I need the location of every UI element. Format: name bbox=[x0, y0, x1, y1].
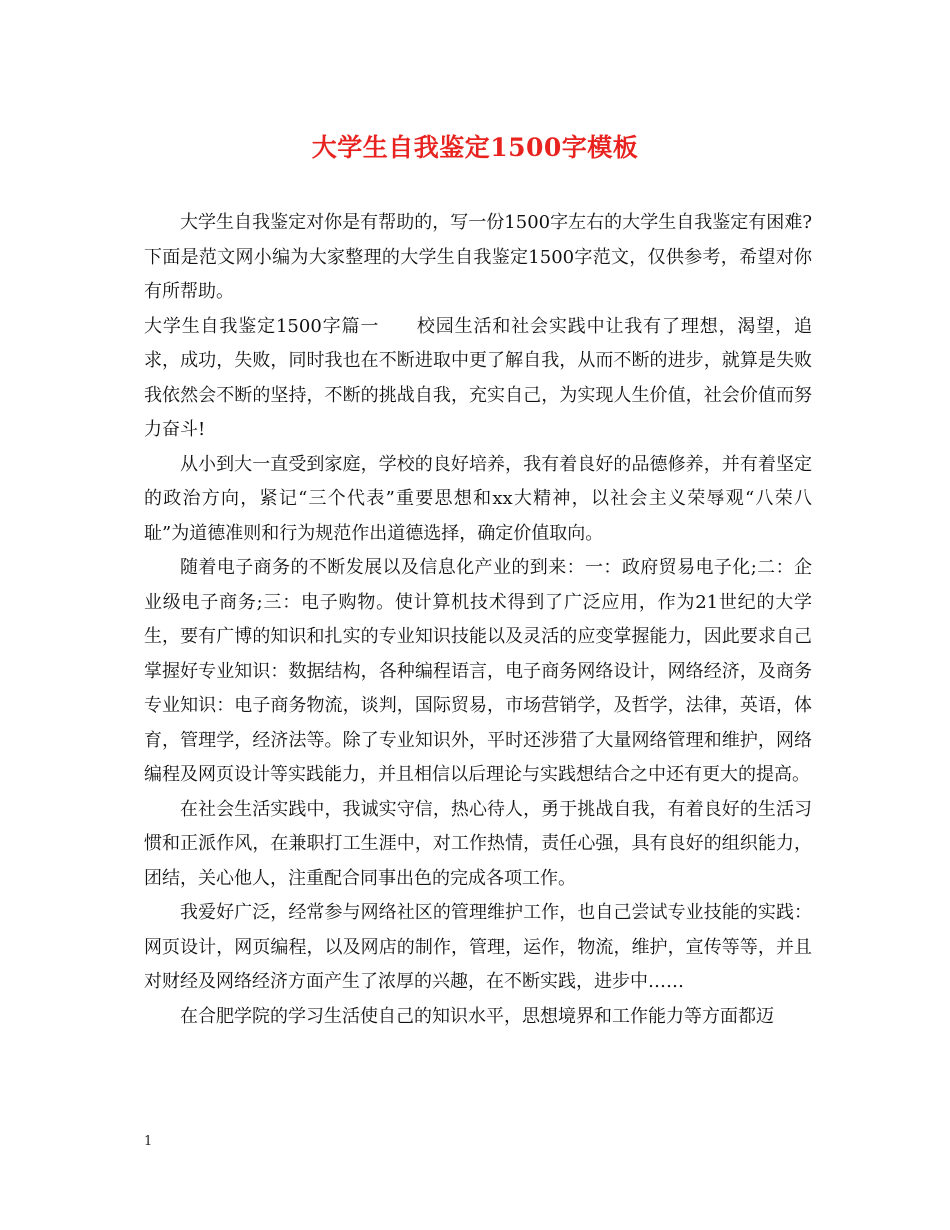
paragraph-intro: 大学生自我鉴定对你是有帮助的，写一份1500字左右的大学生自我鉴定有困难?下面是范文网小编为大家整理的大学生自我鉴定1500字范文，仅供参考，希望对你有所帮助。 bbox=[144, 212, 812, 302]
paragraph-hobbies: 我爱好广泛，经常参与网络社区的管理维护工作，也自己尝试专业技能的实践：网页设计，网页编程，以及网店的制作，管理，运作，物流，维护，宣传等等，并且对财经及网络经济方面产生了浓厚的兴趣，在不断实践，进步中…… bbox=[144, 902, 812, 992]
paragraph-college-life: 在合肥学院的学习生活使自己的知识水平，思想境界和工作能力等方面都迈 bbox=[180, 1005, 774, 1027]
document-title: 大学生自我鉴定1500字模板 bbox=[311, 133, 639, 162]
paragraph-ecommerce: 随着电子商务的不断发展以及信息化产业的到来：一：政府贸易电子化;二：企业级电子商务;三：电子购物。使计算机技术得到了广泛应用，作为21世纪的大学生，要有广博的知识和扎实的专业知识技能以及灵活的应变掌握能力，因此要求自己掌握好专业知识：数据结构，各种编程语言，电子商务网络设计，网络经济，及商务专业知识：电子商务物流，谈判，国际贸易，市场营销学，及哲学，法律，英语，体育，管理学，经济法等。除了专业知识外，平时还涉猎了大量网络管理和维护，网络编程及网页设计等实践能力，并且相信以后理论与实践想结合之中还有更大的提高。 bbox=[144, 557, 812, 785]
paragraph-section-one: 大学生自我鉴定1500字篇一 校园生活和社会实践中让我有了理想，渴望，追求，成功，失败，同时我也在不断进取中更了解自我，从而不断的进步，就算是失败我依然会不断的坚持，不断的挑战自我，充实自己，为实现人生价值，社会价值而努力奋斗! bbox=[144, 315, 812, 440]
paragraph-upbringing: 从小到大一直受到家庭，学校的良好培养，我有着良好的品德修养，并有着坚定的政治方向，紧记“三个代表”重要思想和xx大精神，以社会主义荣辱观“八荣八耻”为道德准则和行为规范作出道德选择，确定价值取向。 bbox=[144, 453, 812, 544]
paragraph-social-practice: 在社会生活实践中，我诚实守信，热心待人，勇于挑战自我，有着良好的生活习惯和正派作风，在兼职打工生涯中，对工作热情，责任心强，具有良好的组织能力，团结，关心他人，注重配合同事出色的完成各项工作。 bbox=[144, 798, 812, 889]
page-number: 1 bbox=[144, 1134, 153, 1149]
document-body bbox=[144, 206, 812, 1034]
